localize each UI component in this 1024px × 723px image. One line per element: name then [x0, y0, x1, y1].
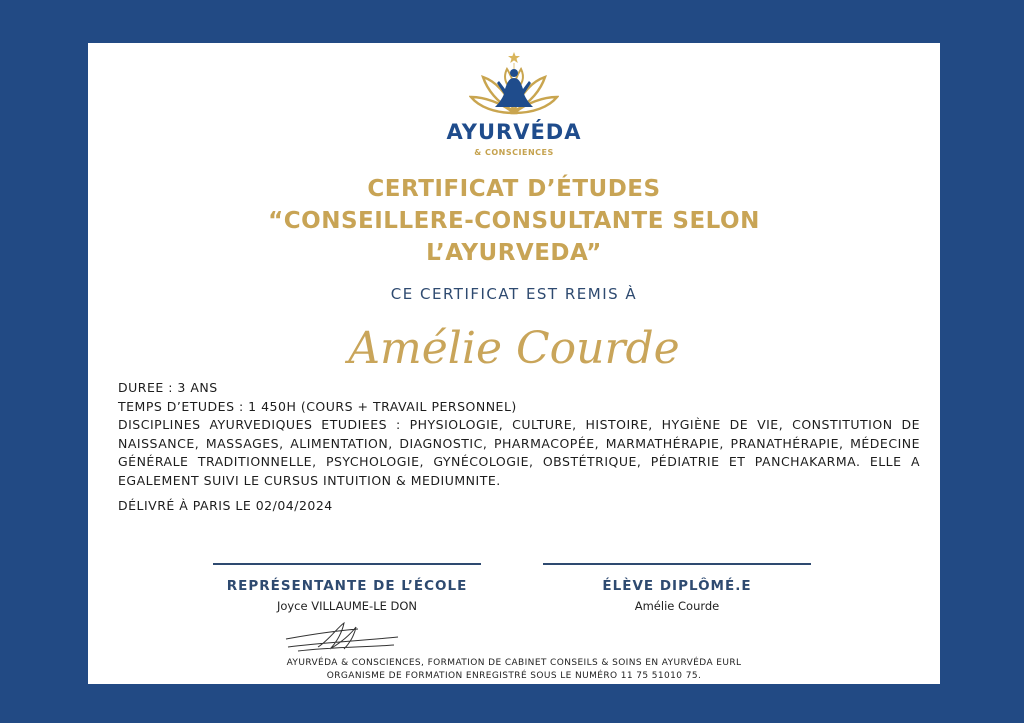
title-line-3: L’AYURVEDA”	[426, 240, 602, 266]
study-time-text: TEMPS D’ETUDES : 1 450H (COURS + TRAVAIL PERSONNEL)	[118, 398, 517, 414]
student-signature-line	[543, 563, 811, 565]
footer-line-2: ORGANISME DE FORMATION ENREGISTRÉ SOUS LE NUMÉRO 11 75 51010 75.	[326, 671, 702, 681]
presented-to-label: CE CERTIFICAT EST REMIS À	[390, 285, 638, 303]
title-line-2: “CONSEILLERE-CONSULTANTE SELON	[268, 208, 760, 234]
school-signature-line	[213, 563, 481, 565]
certificate	[88, 43, 940, 684]
school-representative-name: Joyce VILLAUME-LE DON	[276, 599, 418, 613]
footer-line-1: AYURVÉDA & CONSCIENCES, FORMATION DE CABINET CONSEILS & SOINS EN AYURVÉDA EURL	[286, 658, 742, 668]
graduate-title: ÉLÈVE DIPLÔMÉ.E	[602, 578, 752, 594]
footer	[88, 657, 940, 683]
school-representative-title: REPRÉSENTANTE DE L’ÉCOLE	[226, 578, 468, 594]
logo	[88, 51, 940, 119]
brand-subtitle: & CONSCIENCES	[474, 148, 554, 157]
certificate-title	[88, 173, 940, 269]
brand-name: AYURVÉDA	[446, 120, 582, 144]
recipient-name: Amélie Courde	[348, 323, 680, 374]
title-line-1: CERTIFICAT D’ÉTUDES	[367, 176, 661, 202]
certificate-details	[118, 379, 920, 515]
lotus-meditation-icon	[469, 51, 559, 119]
duration-text: DUREE : 3 ANS	[118, 380, 218, 395]
handwritten-signature	[278, 617, 408, 657]
issue-date-text: DÉLIVRÉ À PARIS LE 02/04/2024	[118, 497, 333, 513]
graduate-name: Amélie Courde	[634, 599, 720, 613]
disciplines-text: DISCIPLINES AYURVEDIQUES ETUDIEES : PHYSIOLOGIE, CULTURE, HISTOIRE, HYGIÈNE DE VIE, CONSTITUTION DE NAISSANCE, MASSAGES, ALIMENTATION, DIAGNOSTIC, PHARMACOPÉE, MARMATHÉRAPIE, PRANATHÉRAPIE, MÉDECINE GÉNÉRALE TRADITIONNELLE, PSYCHOLOGIE, GYNÉCOLOGIE, OBSTÉTRIQUE, PÉDIATRIE ET PANCHAKARMA. ELLE A EGALEMENT SUIVI LE CURSUS INTUITION & MEDIUMNITE.	[118, 417, 920, 488]
